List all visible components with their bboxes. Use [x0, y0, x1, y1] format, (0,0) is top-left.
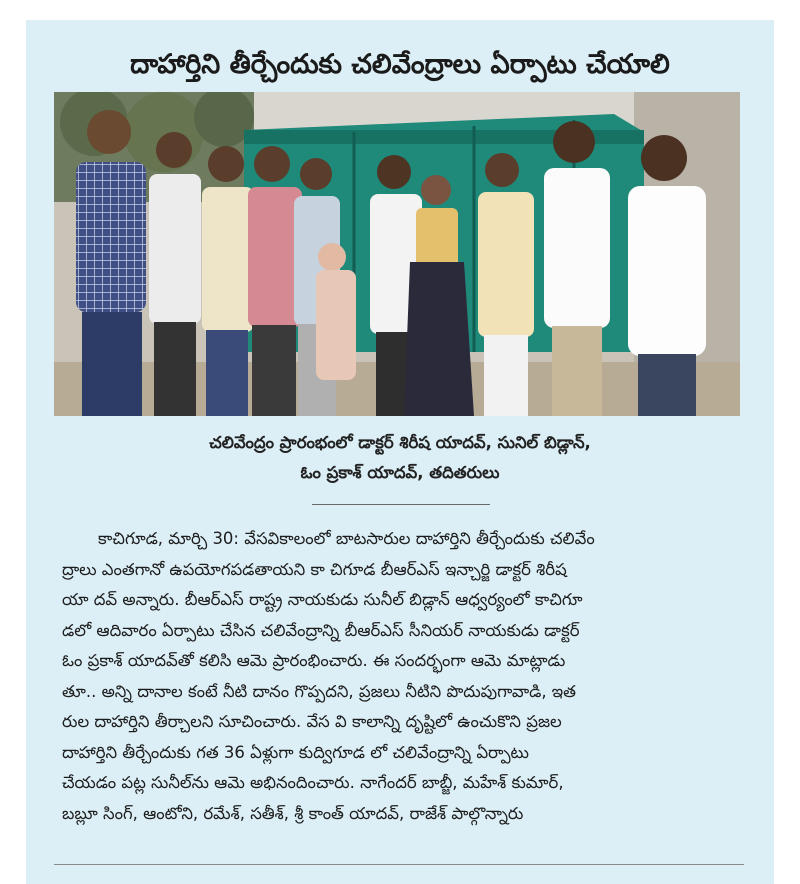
body-line: చేయడం పట్ల సునీల్‌ను ఆమె అభినందించారు. నాగేందర్ బాబ్జీ, మహేశ్ కుమార్, [62, 773, 564, 792]
news-photo [54, 92, 740, 416]
body-line: కాచిగూడ, మార్చి 30: వేసవికాలంలో బాటసారుల దాహార్తిని తీర్చేందుకు చలివేం [98, 529, 595, 548]
article-body [62, 524, 746, 829]
caption-line: ఓం ప్రకాశ్ యాదవ్, తదితరులు [300, 463, 500, 482]
caption-line: చలివేంద్రం ప్రారంభంలో డాక్టర్ శిరీష యాదవ్, సునిల్ బిడ్లాన్, [209, 433, 591, 452]
body-line: బబ్లూ సింగ్, ఆంటోని, రమేశ్, సతీశ్, శ్రీ కాంత్ యాదవ్, రాజేశ్ పాల్గొన్నారు [62, 803, 524, 823]
photo-caption [26, 428, 774, 488]
body-line: తూ.. అన్ని దానాల కంటే నీటి దానం గొప్పదని, ప్రజలు నీటిని పొదుపుగావాడి, ఇత [62, 681, 577, 701]
news-clipping [26, 20, 774, 884]
headline: దాహార్తిని తీర్చేందుకు చలివేంద్రాలు ఏర్పాటు చేయాలి [130, 49, 670, 80]
body-line: రుల దాహార్తిని తీర్చాలని సూచించారు. వేస వి కాలాన్ని దృష్టిలో ఉంచుకొని ప్రజల [62, 712, 562, 731]
body-line: యా దవ్ అన్నారు. బీఆర్ఎస్ రాష్ట్ర నాయకుడు సునీల్ బిడ్లాన్ ఆధ్వర్యంలో కాచిగూ [62, 590, 583, 609]
bottom-rule [54, 864, 744, 865]
body-line: ఓం ప్రకాశ్ యాదవ్‌తో కలిసి ఆమె ప్రారంభించారు. ఈ సందర్భంగా ఆమె మాట్లాడు [62, 651, 566, 670]
body-line: దాహార్తిని తీర్చేందుకు గత 36 ఏళ్లుగా కుద్విగూడ లో చలివేంద్రాన్ని ఏర్పాటు [62, 742, 529, 762]
group-photo-illustration [54, 92, 740, 416]
caption-divider [312, 504, 490, 505]
body-line: ద్రాలు ఎంతగానో ఉపయోగపడతాయని కా చిగూడ బీఆర్ఎస్ ఇన్చార్జి డాక్టర్ శిరీష [62, 559, 567, 579]
body-line: డలో ఆదివారం ఏర్పాటు చేసిన చలివేంద్రాన్ని బీఆర్ఎస్ సీనియర్ నాయకుడు డాక్టర్ [62, 620, 580, 640]
